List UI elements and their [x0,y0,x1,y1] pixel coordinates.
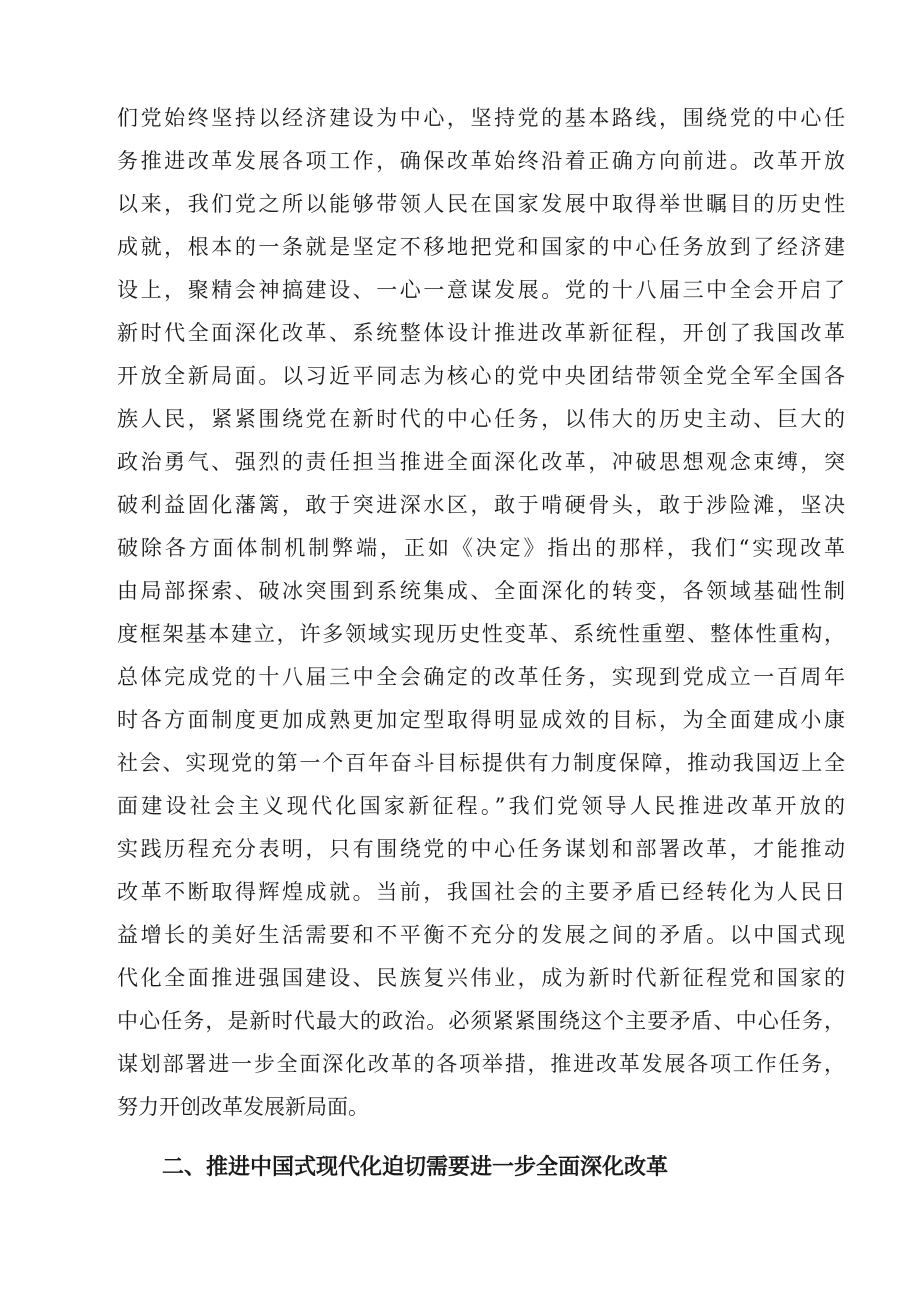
body-text-line: 以来，我们党之所以能够带领人民在国家发展中取得举世瞩目的历史性 [117,192,845,216]
body-text-line: 务推进改革发展各项工作，确保改革始终沿着正确方向前进。改革开放 [117,149,845,173]
body-text-line: 破除各方面体制机制弊端，正如《决定》指出的那样，我们“实现改革 [117,536,845,560]
body-text-line: 改革不断取得辉煌成就。当前，我国社会的主要矛盾已经转化为人民日 [117,880,845,904]
body-text-line: 们党始终坚持以经济建设为中心，坚持党的基本路线，围绕党的中心任 [117,106,845,130]
body-text-line: 由局部探索、破冰突围到系统集成、全面深化的转变，各领域基础性制 [117,579,845,603]
body-text-line: 新时代全面深化改革、系统整体设计推进改革新征程，开创了我国改革 [117,321,845,345]
body-text-line: 中心任务，是新时代最大的政治。必须紧紧围绕这个主要矛盾、中心任务， [117,1009,845,1033]
body-text-line: 时各方面制度更加成熟更加定型取得明显成效的目标，为全面建成小康 [117,708,845,732]
body-text-line: 谋划部署进一步全面深化改革的各项举措，推进改革发展各项工作任务， [117,1052,845,1076]
body-text-line: 开放全新局面。以习近平同志为核心的党中央团结带领全党全军全国各 [117,364,845,388]
body-text-line: 努力开创改革发展新局面。 [117,1095,369,1119]
body-text-line: 设上，聚精会神搞建设、一心一意谋发展。党的十八届三中全会开启了 [117,278,845,302]
body-text-line: 代化全面推进强国建设、民族复兴伟业，成为新时代新征程党和国家的 [117,966,845,990]
body-text-line: 面建设社会主义现代化国家新征程。”我们党领导人民推进改革开放的 [117,794,845,818]
section-heading: 二、推进中国式现代化迫切需要进一步全面深化改革 [162,1155,669,1180]
body-text-line: 总体完成党的十八届三中全会确定的改革任务，实现到党成立一百周年 [117,665,845,689]
body-text-line: 实践历程充分表明，只有围绕党的中心任务谋划和部署改革，才能推动 [117,837,845,861]
body-text-line: 族人民，紧紧围绕党在新时代的中心任务，以伟大的历史主动、巨大的 [117,407,845,431]
body-text-line: 成就，根本的一条就是坚定不移地把党和国家的中心任务放到了经济建 [117,235,845,259]
body-text-line: 破利益固化藩篱，敢于突进深水区，敢于啃硬骨头，敢于涉险滩，坚决 [117,493,845,517]
body-text-line: 益增长的美好生活需要和不平衡不充分的发展之间的矛盾。以中国式现 [117,923,845,947]
body-text-line: 度框架基本建立，许多领域实现历史性变革、系统性重塑、整体性重构， [117,622,845,646]
body-text-line: 政治勇气、强烈的责任担当推进全面深化改革，冲破思想观念束缚，突 [117,450,845,474]
body-text-line: 社会、实现党的第一个百年奋斗目标提供有力制度保障，推动我国迈上全 [117,751,845,775]
